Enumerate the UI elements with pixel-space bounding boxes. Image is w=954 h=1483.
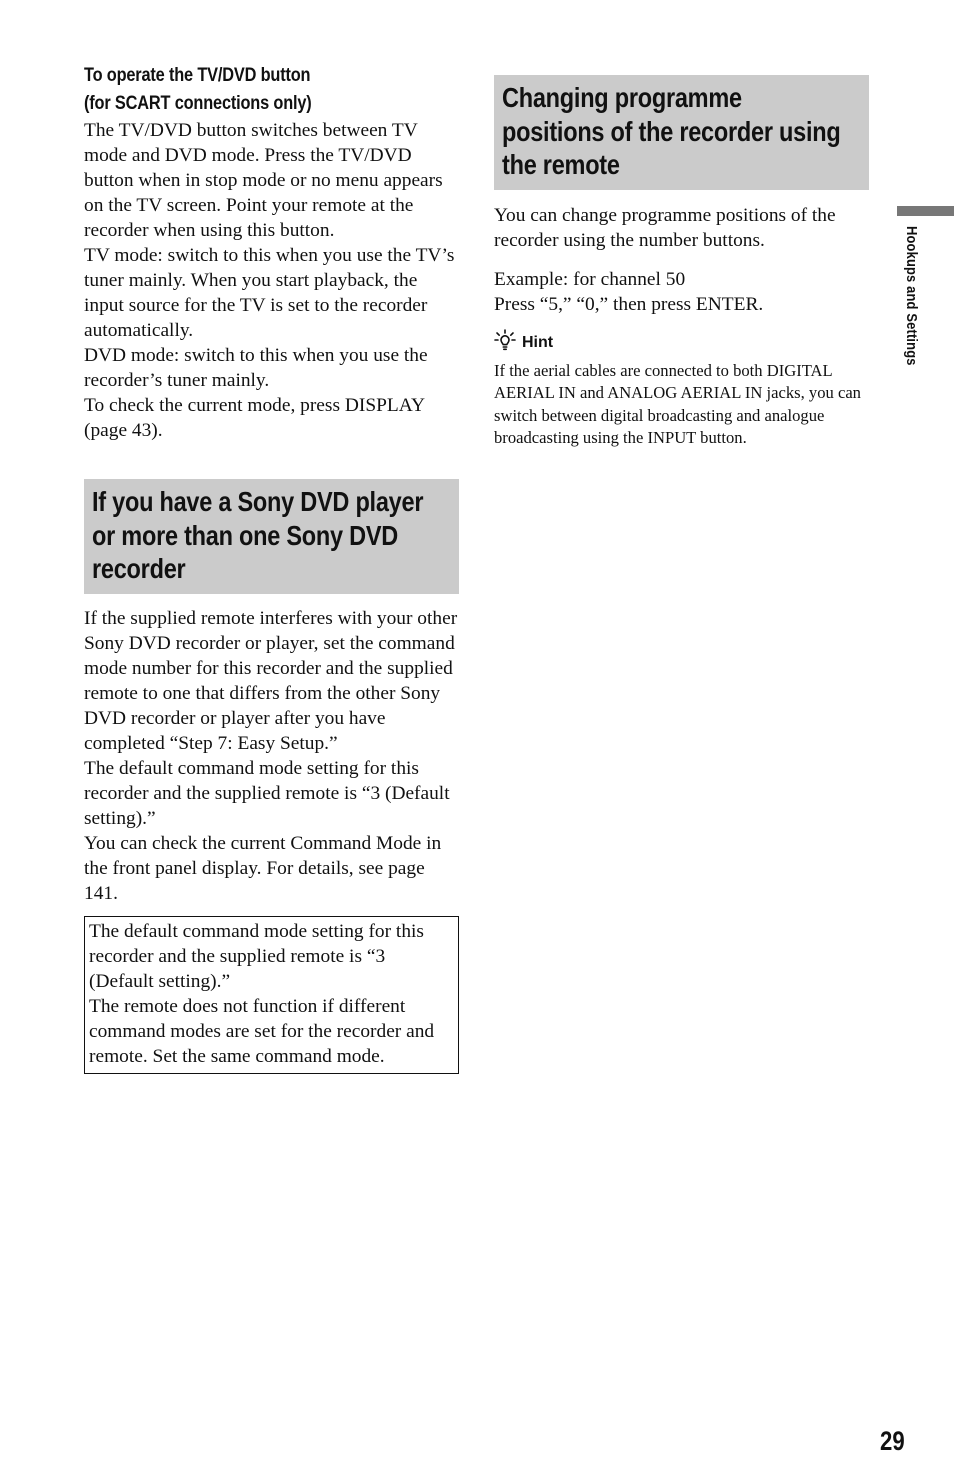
tv-dvd-body [84, 118, 460, 443]
hint-label: Hint [522, 333, 554, 351]
heading-line: If you have a Sony DVD player [92, 486, 424, 517]
sony-body [84, 606, 460, 906]
paragraph: The default command mode setting for this recorder and the supplied remote is “3 (Default setting).” [84, 757, 450, 829]
paragraph: If the supplied remote interferes with your other Sony DVD recorder or player, set the command mode number for this recorder and the supplied remote to one that differs from the other Sony DVD recorder or player after you have completed “Step 7: Easy Setup.” [84, 607, 458, 754]
hint-text: If the aerial cables are connected to both DIGITAL AERIAL IN and ANALOG AERIAL IN jacks, you can switch between digital broadcasting and analogue broadcasting using the INPUT button. [494, 360, 861, 447]
example-line: Press “5,” “0,” then press ENTER. [494, 293, 764, 315]
example-block [494, 267, 870, 317]
side-tab-marker [897, 206, 954, 216]
heading-line: recorder [92, 553, 186, 584]
note-paragraph: The remote does not function if different command modes are set for the recorder and remote. Set the same command mode. [89, 995, 435, 1067]
heading-line: positions of the recorder using [502, 115, 841, 147]
hint-block [494, 329, 870, 450]
right-column [494, 75, 870, 450]
heading-line: the remote [502, 149, 620, 180]
intro-paragraph: You can change programme positions of the recorder using the number buttons. [494, 204, 836, 251]
paragraph: DVD mode: switch to this when you use the recorder’s tuner mainly. [84, 345, 428, 391]
hint-title [494, 329, 870, 357]
heading-line: or more than one Sony DVD [92, 519, 399, 551]
note-paragraph: The default command mode setting for this recorder and the supplied remote is “3 (Default setting).” [89, 920, 424, 992]
paragraph: The TV/DVD button switches between TV mode and DVD mode. Press the TV/DVD button when in stop mode or no menu appears on the TV screen. Point your remote at the recorder when using this button. [84, 120, 443, 241]
heading-line: Changing programme [502, 82, 742, 113]
tv-dvd-subheading [84, 62, 460, 118]
subheading-line: (for SCART connections only) [84, 93, 312, 114]
section-heading-programme [494, 75, 869, 190]
section-heading-sony [84, 479, 459, 594]
side-tab-label: Hookups and Settings [903, 226, 920, 366]
paragraph: TV mode: switch to this when you use the TV’s tuner mainly. When you start playback, the input source for the TV is set to the recorder automatically. [84, 245, 455, 341]
paragraph: To check the current mode, press DISPLAY (page 43). [84, 395, 425, 441]
lightbulb-icon [494, 329, 516, 357]
paragraph: You can check the current Command Mode in the front panel display. For details, see page 141. [84, 832, 442, 904]
example-line: Example: for channel 50 [494, 268, 686, 290]
note-box [84, 916, 459, 1074]
left-column [84, 62, 460, 1074]
page-number: 29 [880, 1426, 905, 1456]
subheading-line: To operate the TV/DVD button [84, 65, 311, 86]
